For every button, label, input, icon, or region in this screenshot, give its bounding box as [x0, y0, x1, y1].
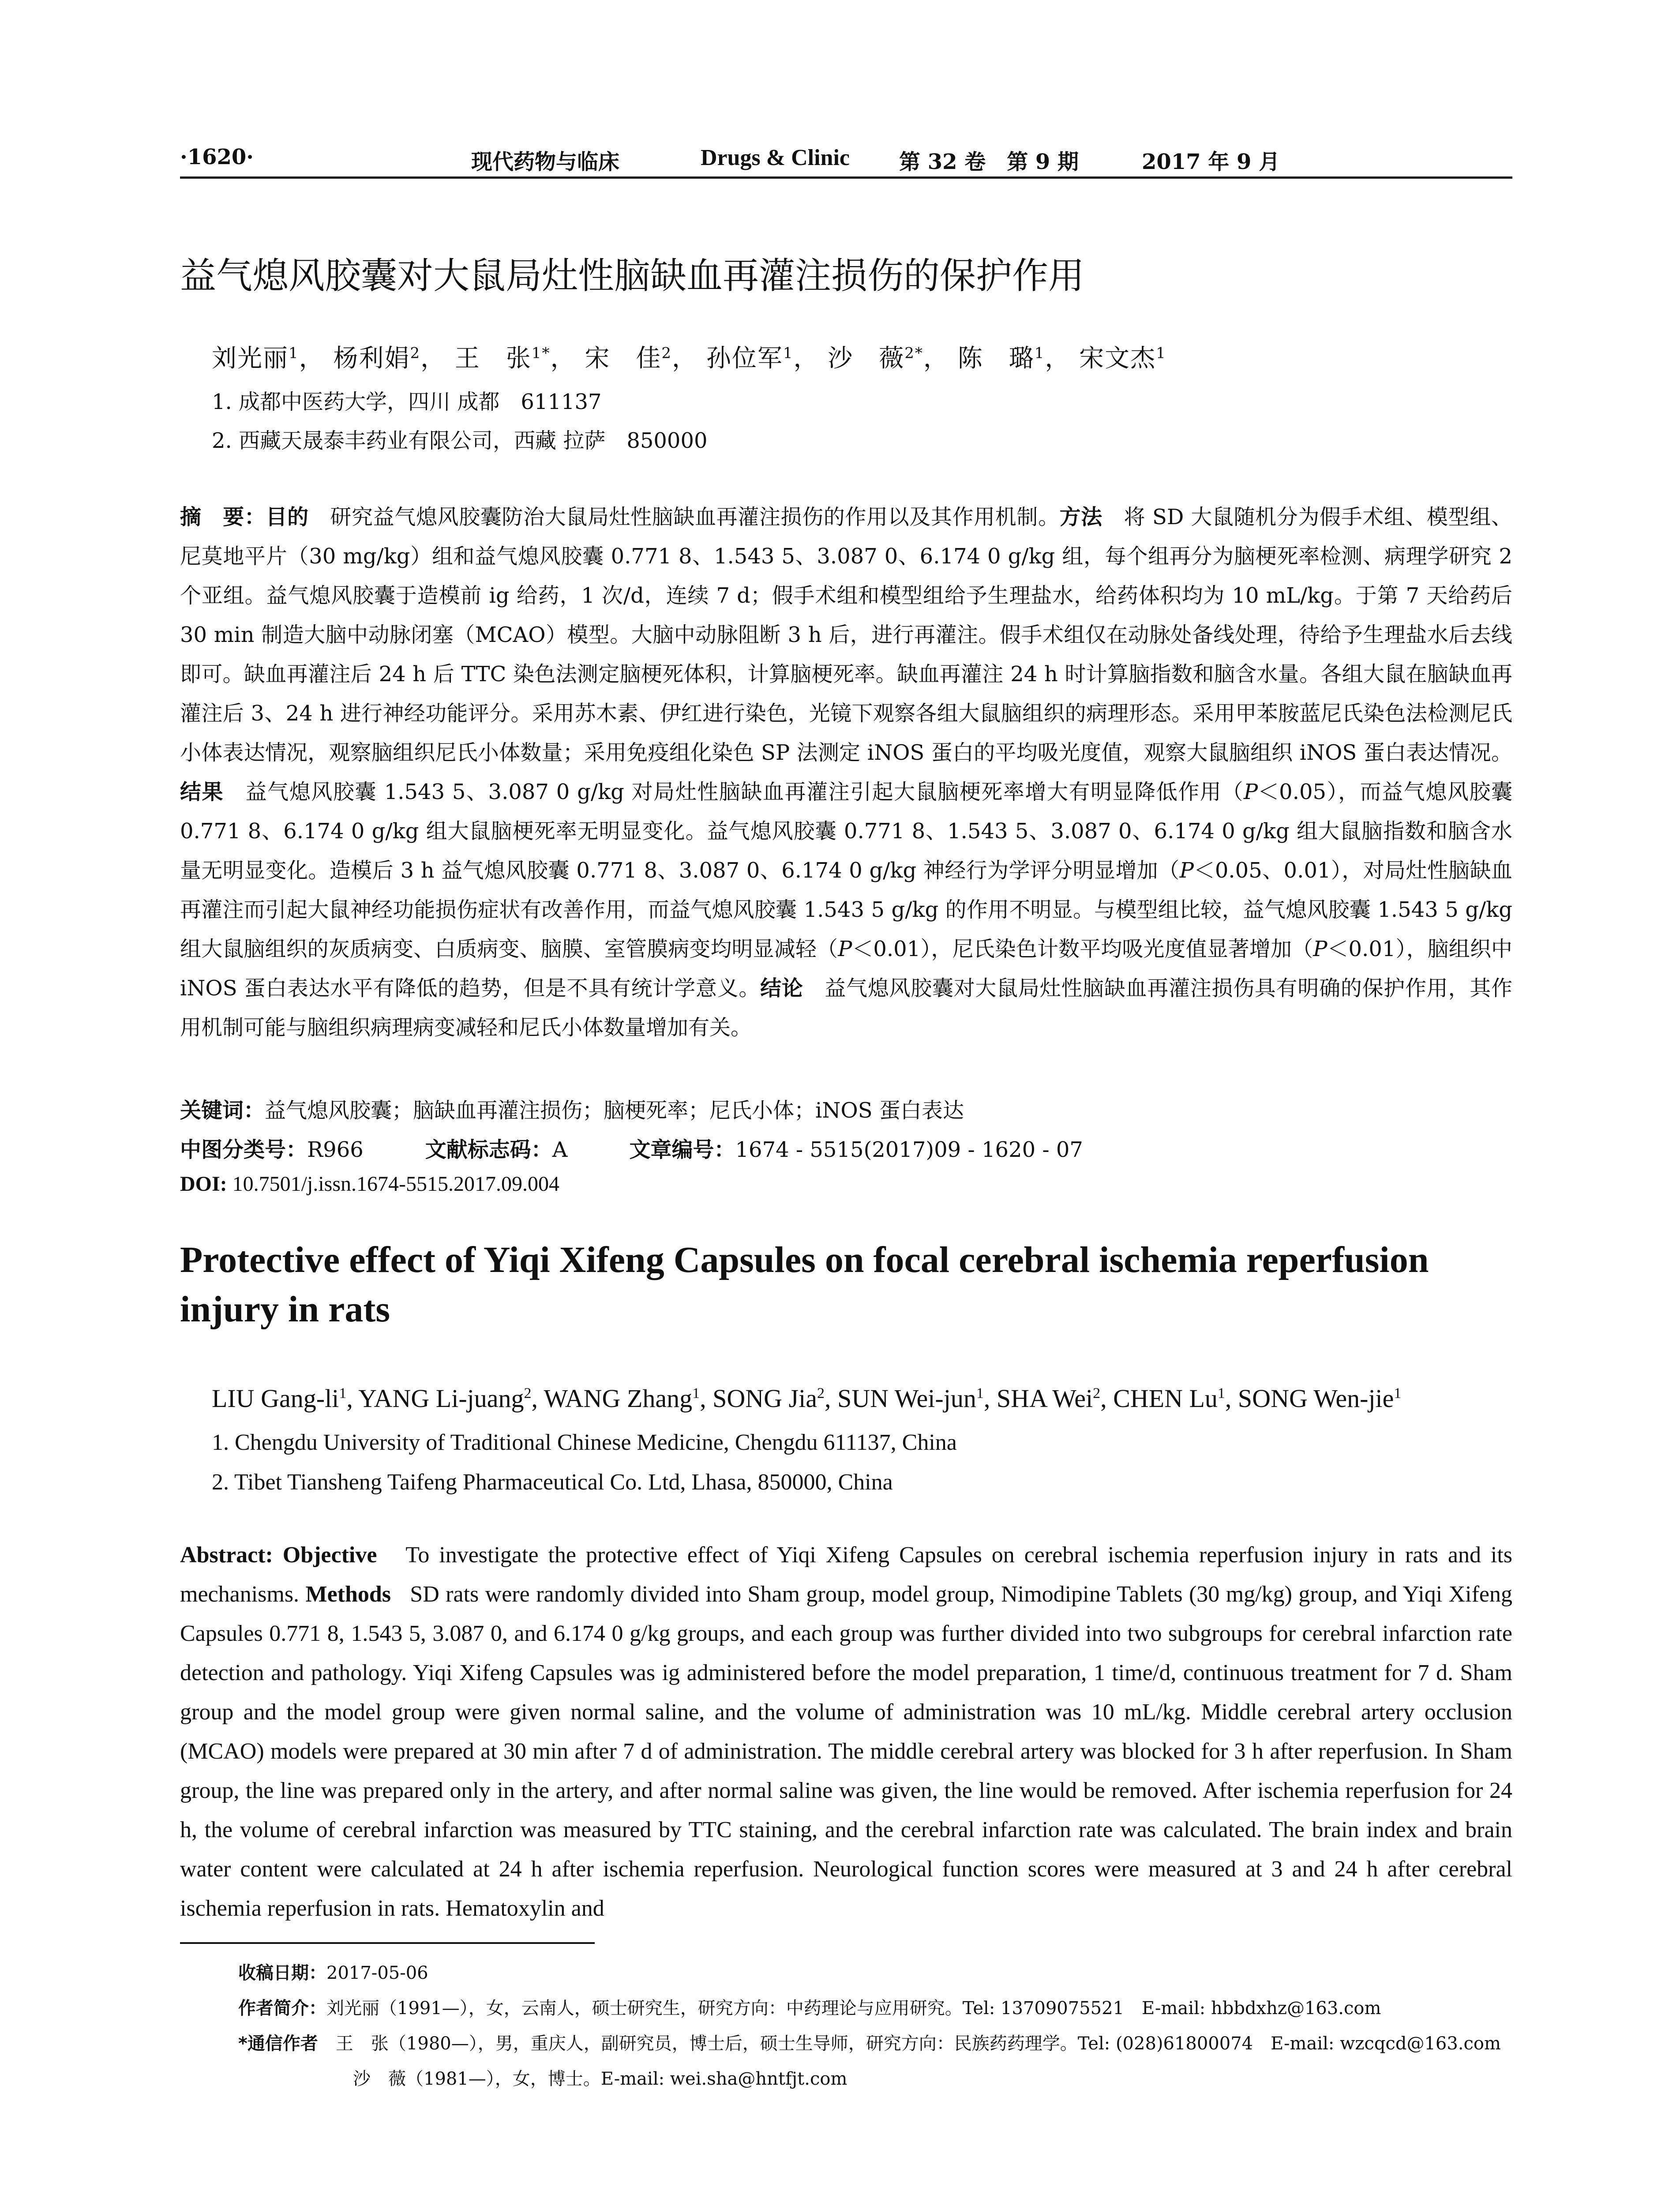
author-sup: 1	[783, 344, 794, 362]
author-sup: 1	[1156, 344, 1166, 362]
conclusion-text: 益气熄风胶囊对大鼠局灶性脑缺血再灌注损伤具有明确的保护作用，其作用机制可能与脑组织病理病变减轻和尼氏小体数量增加有关。	[180, 976, 1512, 1040]
author-cn: 杨利娟	[333, 344, 410, 373]
author-sup: 2	[524, 1385, 532, 1402]
keywords-label: 关键词：	[180, 1098, 265, 1123]
p-symbol: P	[1243, 780, 1258, 804]
author-sup: 1	[1034, 344, 1045, 362]
author-sup: 2	[410, 344, 421, 362]
footnote-author	[238, 1994, 1381, 2019]
abstract-label: 摘 要：	[180, 505, 266, 529]
author-cn: 刘光丽	[212, 344, 289, 373]
methods-text-en: SD rats were randomly divided into Sham group, model group, Nimodipine Tablets (30 mg/kg) group, and Yiqi Xifeng Capsules 0.771 8, 1.543 5, 3.087 0, and 6.174 0 g/kg groups, and each group was further divided into two subgroups for cerebral infarction rate detection and pathology. Yiqi Xifeng Capsules was ig administered before the model preparation, 1 time/d, continuous treatment for 7 d. Sham group and the model group were given normal saline, and the volume of administration was 10 mL/kg. Middle cerebral artery occlusion (MCAO) models were prepared at 30 min after 7 d of administration. The middle cerebral artery was blocked for 3 h after reperfusion. In Sham group, the line was prepared only in the artery, and after normal saline was given, the line would be removed. After ischemia reperfusion for 24 h, the volume of cerebral infarction was measured by TTC staining, and the cerebral infarction rate was calculated. The brain index and brain water content were calculated at 24 h after ischemia reperfusion. Neurological function scores were measured at 3 and 24 h after cerebral ischemia reperfusion in rats. Hematoxylin and	[180, 1582, 1513, 1921]
objective-text: 研究益气熄风胶囊防治大鼠局灶性脑缺血再灌注损伤的作用以及其作用机制。	[330, 505, 1060, 529]
author-sup: 1	[1217, 1385, 1225, 1402]
results-label: 结果	[180, 780, 224, 804]
author-sup: 2	[817, 1385, 825, 1402]
affiliation-cn-2: 2. 西藏天晟泰丰药业有限公司，西藏 拉萨 850000	[212, 428, 708, 453]
footnote-rule	[180, 1942, 595, 1944]
author-sup: 1	[692, 1385, 700, 1402]
p-symbol: P	[1313, 937, 1328, 961]
author-en: SUN Wei-jun	[837, 1384, 976, 1413]
clc-label: 中图分类号：	[180, 1137, 308, 1162]
journal-name-cn: 现代药物与临床	[471, 150, 620, 174]
affiliation-en-1: 1. Chengdu University of Traditional Chinese Medicine, Chengdu 611137, China	[212, 1430, 957, 1455]
doi-value[interactable]: 10.7501/j.issn.1674-5515.2017.09.004	[232, 1172, 560, 1196]
authors-cn: 刘光丽$^1$， 杨利娟$^2$， 王 张$^{1*}$， 宋 佳$^2$， 孙位军$^1$， 沙 薇$^{2*}$， 陈 璐$^1$， 宋文杰$^1$	[212, 344, 1166, 373]
author-en: SONG Jia	[712, 1384, 817, 1413]
p-symbol: P	[1179, 858, 1194, 883]
abstract-cn	[180, 498, 1512, 1047]
author-en: SONG Wen-jie	[1238, 1384, 1394, 1413]
keywords-cn	[180, 1093, 964, 1124]
results-text: ＜0.01），尼氏染色计数平均吸光度值显著增加（	[852, 937, 1313, 961]
methods-label: 方法	[1059, 505, 1102, 529]
author-sup: 2*	[904, 344, 923, 362]
author-sup: 1	[976, 1385, 984, 1402]
author-sup: 1	[1394, 1385, 1402, 1402]
results-text: 益气熄风胶囊 1.543 5、3.087 0 g/kg 对局灶性脑缺血再灌注引起大鼠脑梗死率增大有明显降低作用（	[245, 780, 1244, 804]
header-rule	[180, 176, 1512, 179]
affiliation-en-2: 2. Tibet Tiansheng Taifeng Pharmaceutical Co. Ltd, Lhasa, 850000, China	[212, 1470, 893, 1495]
received-date: 2017-05-06	[326, 1963, 428, 1983]
author-sup: 1*	[531, 344, 551, 362]
author-en: LIU Gang-li	[212, 1384, 339, 1413]
results-text: ＜0.01），脑组织中 iNOS 蛋白表达水平有降低的趋势，但是不具有统计学意义。	[180, 937, 1512, 1001]
corresponding-bio-1: 王 张（1980—），男，重庆人，副研究员，博士后，硕士生导师，研究方向：民族药药理学。Tel: (028)61800074 E-mail: wzcqcd@163.com	[335, 2033, 1501, 2054]
methods-label-en: Methods	[305, 1582, 391, 1607]
objective-label-en: Objective	[282, 1542, 377, 1568]
running-header	[180, 140, 1512, 176]
doi-line	[180, 1172, 559, 1196]
author-cn: 宋 佳	[585, 344, 662, 373]
received-label: 收稿日期：	[238, 1963, 326, 1983]
author-bio: 刘光丽（1991—），女，云南人，硕士研究生，研究方向：中药理论与应用研究。Tel: 13709075521 E-mail: hbbdxhz@163.com	[326, 1998, 1381, 2018]
doc-code-label: 文献标志码：	[425, 1137, 552, 1162]
objective-label: 目的	[266, 505, 309, 529]
article-no-label: 文章编号：	[629, 1137, 735, 1162]
volume-issue: 第 32 卷 第 9 期	[899, 150, 1079, 174]
author-cn: 宋文杰	[1079, 344, 1156, 373]
author-en: WANG Zhang	[544, 1384, 693, 1413]
article-no-value: 1674 - 5515(2017)09 - 1620 - 07	[735, 1137, 1083, 1162]
abstract-en	[180, 1535, 1512, 1928]
title-cn: 益气熄风胶囊对大鼠局灶性脑缺血再灌注损伤的保护作用	[180, 255, 1085, 297]
footnote-corresponding-2: 沙 薇（1981—），女，博士。E-mail: wei.sha@hntfjt.com	[353, 2069, 848, 2089]
author-cn: 陈 璐	[957, 344, 1035, 373]
clc-value: R966	[307, 1137, 364, 1162]
classification-line	[180, 1133, 1083, 1163]
page-number: ·1620·	[180, 145, 254, 169]
results-text: ＜0.05、0.01），对局灶性脑缺血再灌注而引起大鼠神经功能损伤症状有改善作用，而益气熄风胶囊 1.543 5 g/kg 的作用不明显。与模型组比较，益气熄风胶囊 1.543 5 g/kg 组大鼠脑组织的灰质病变、白质病变、脑膜、室管膜病变均明显减轻（	[180, 858, 1512, 961]
author-sup: 2	[661, 344, 672, 362]
author-en: YANG Li-juang	[358, 1384, 524, 1413]
authors-en: LIU Gang-$li^1$, YANG Li-juang$^2$, WANG Zhang$^1$, SONG Jia$^2$, SUN Wei-jun$^1$, SHA Wei$^2$, CHEN Lu$^1$, SONG Wen-jie$^1$	[212, 1384, 1402, 1413]
objective-text-en: To investigate the protective effect of Yiqi Xifeng Capsules on cerebral ischemia reperfusion injury in rats and its mechanisms.	[180, 1542, 1513, 1607]
doi-label: DOI:	[180, 1172, 227, 1196]
author-cn: 王 张	[454, 344, 532, 373]
issue-date: 2017 年 9 月	[1142, 150, 1280, 174]
author-cn: 沙 薇	[828, 344, 905, 373]
author-sup: 1	[339, 1385, 347, 1402]
keywords-text: 益气熄风胶囊；脑缺血再灌注损伤；脑梗死率；尼氏小体；iNOS 蛋白表达	[265, 1098, 964, 1123]
author-cn: 孙位军	[706, 344, 783, 373]
results-text: ＜0.05），而益气熄风胶囊 0.771 8、6.174 0 g/kg 组大鼠脑梗死率无明显变化。益气熄风胶囊 0.771 8、1.543 5、3.087 0、6.174 0 g/kg 组大鼠脑指数和脑含水量无明显变化。造模后 3 h 益气熄风胶囊 0.771 8、3.087 0、6.174 0 g/kg 神经行为学评分明显增加（	[180, 780, 1512, 883]
footnote-corresponding-1	[238, 2030, 1501, 2055]
author-en: CHEN Lu	[1113, 1384, 1218, 1413]
footnote-received	[238, 1959, 428, 1984]
doc-code-value: A	[552, 1137, 568, 1162]
p-symbol: P	[838, 937, 852, 961]
conclusion-label: 结论	[760, 976, 803, 1001]
author-sup: 2	[1093, 1385, 1101, 1402]
affiliation-cn-1: 1. 成都中医药大学，四川 成都 611137	[212, 390, 602, 414]
title-en: Protective effect of Yiqi Xifeng Capsules on focal cerebral ischemia reperfusion injury in rats	[180, 1239, 1429, 1330]
author-sup: 1	[289, 344, 299, 362]
journal-name-en: Drugs & Clinic	[701, 145, 850, 170]
abstract-label-en: Abstract:	[180, 1542, 273, 1568]
corresponding-label: *通信作者	[238, 2033, 318, 2054]
methods-text: 将 SD 大鼠随机分为假手术组、模型组、尼莫地平片（30 mg/kg）组和益气熄风胶囊 0.771 8、1.543 5、3.087 0、6.174 0 g/kg 组，每个组再分为脑梗死率检测、病理学研究 2 个亚组。益气熄风胶囊于造模前 ig 给药，1 次/d，连续 7 d；假手术组和模型组给予生理盐水，给药体积均为 10 mL/kg。于第 7 天给药后 30 min 制造大脑中动脉闭塞（MCAO）模型。大脑中动脉阻断 3 h 后，进行再灌注。假手术组仅在动脉处备线处理，待给予生理盐水后去线即可。缺血再灌注后 24 h 后 TTC 染色法测定脑梗死体积，计算脑梗死率。缺血再灌注 24 h 时计算脑指数和脑含水量。各组大鼠在脑缺血再灌注后 3、24 h 进行神经功能评分。采用苏木素、伊红进行染色，光镜下观察各组大鼠脑组织的病理形态。采用甲苯胺蓝尼氏染色法检测尼氏小体表达情况，观察脑组织尼氏小体数量；采用免疫组化染色 SP 法测定 iNOS 蛋白的平均吸光度值，观察大鼠脑组织 iNOS 蛋白表达情况。	[180, 505, 1512, 765]
author-bio-label: 作者简介：	[238, 1998, 326, 2018]
author-en: SHA Wei	[996, 1384, 1093, 1413]
